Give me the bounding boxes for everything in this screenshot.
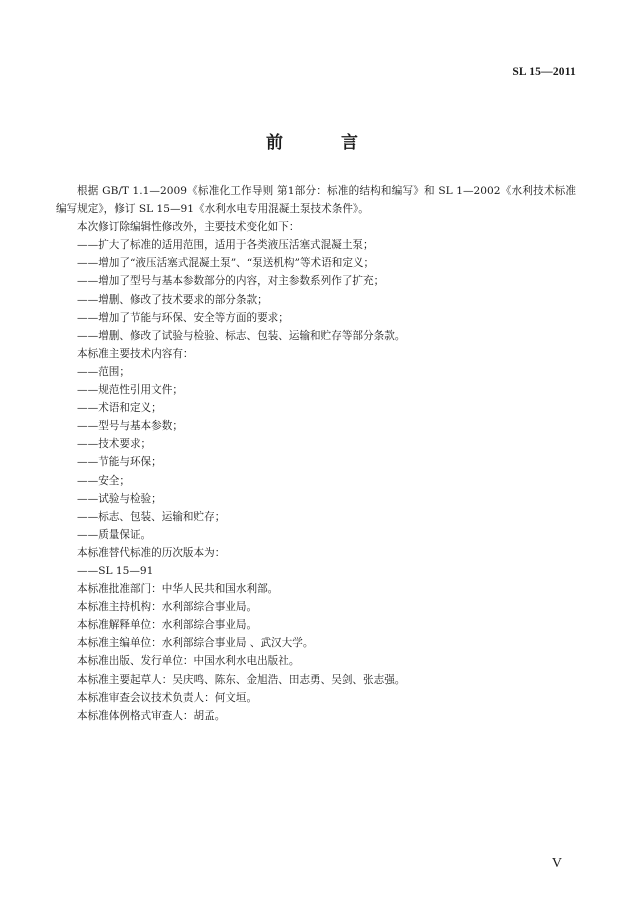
foreword-body [56,182,576,725]
list-item: ——标志、包装、运输和贮存； [77,510,226,523]
publisher: 本标准出版、发行单位：中国水利水电出版社。 [77,655,300,668]
page-number: V [551,856,562,871]
main-drafters: 本标准主要起草人：吴庆鸣、陈东、金旭浩、田志勇、吴剑、张志强。 [77,673,406,686]
list-item: ——试验与检验； [77,492,162,505]
list-item: ——技术要求； [77,438,152,451]
host-organization: 本标准主持机构：水利部综合事业局。 [77,601,258,614]
changes-intro: 本次修订除编辑性修改外，主要技术变化如下： [77,221,300,234]
history-list [56,562,576,580]
list-item: ——增删、修改了试验与检验、标志、包装、运输和贮存等部分条款。 [77,329,406,342]
list-item: ——增加了节能与环保、安全等方面的要求； [77,311,289,324]
history-intro: 本标准替代标准的历次版本为： [77,546,226,559]
list-item: ——SL 15—91 [77,564,154,577]
list-item: ——安全； [77,474,130,487]
page-title: 前 言 [266,133,384,153]
list-item: ——术语和定义； [77,402,162,415]
approval-department: 本标准批准部门：中华人民共和国水利部。 [77,583,279,596]
list-item: ——型号与基本参数； [77,420,183,433]
list-item: ——质量保证。 [77,528,152,541]
list-item: ——范围； [77,365,130,378]
list-item: ——增加了型号与基本参数部分的内容，对主参数系列作了扩充； [77,275,385,288]
interpretation-unit: 本标准解释单位：水利部综合事业局。 [77,619,258,632]
standard-code: SL 15—2011 [512,66,576,78]
list-item: ——增删、修改了技术要求的部分条款； [77,293,268,306]
contents-list [56,363,576,544]
intro-paragraph: 根据 GB/T 1.1—2009《标准化工作导则 第1部分：标准的结构和编写》和 SL 1—2002《水利技术标准编写规定》，修订 SL 15—91《水利水电专用混凝土泵技术条件》。 [56,185,576,216]
list-item: ——节能与环保； [77,456,162,469]
format-reviewer: 本标准体例格式审查人：胡孟。 [77,709,226,722]
contents-intro: 本标准主要技术内容有： [77,347,194,360]
list-item: ——规范性引用文件； [77,384,183,397]
changes-list [56,236,576,345]
chief-editor-units: 本标准主编单位：水利部综合事业局 、武汉大学。 [77,637,314,650]
list-item: ——扩大了标准的适用范围，适用于各类液压活塞式混凝土泵； [77,239,374,252]
list-item: ——增加了“液压活塞式混凝土泵”、“泵送机构”等术语和定义； [77,257,375,270]
review-technical-lead: 本标准审查会议技术负责人：何文垣。 [77,691,258,704]
